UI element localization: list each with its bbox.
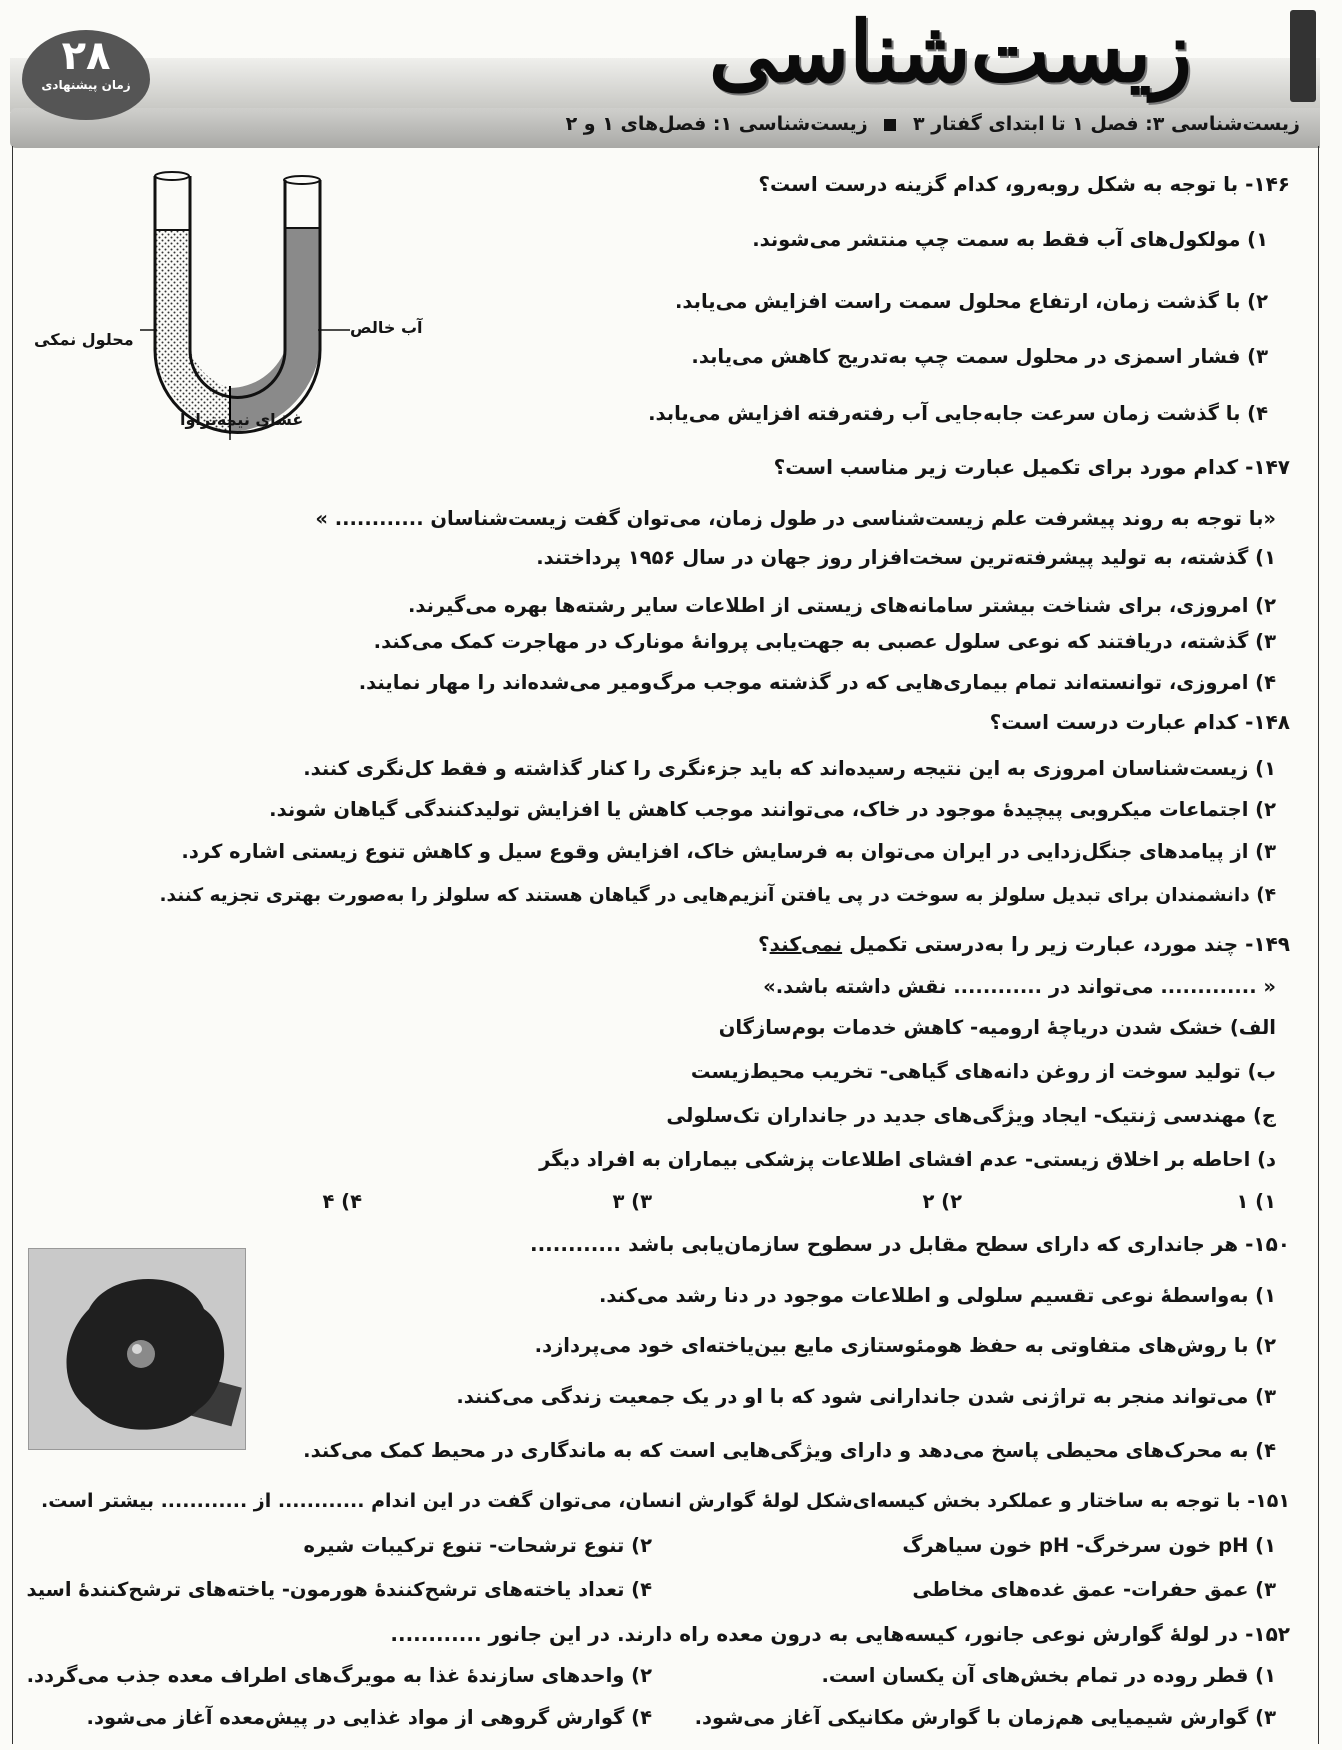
q146-option-1: ۱) مولکول‌های آب فقط به سمت چپ منتشر می‌شوند.: [752, 228, 1268, 251]
q150-option-2: ۲) با روش‌های متفاوتی به حفظ هومئوستازی مایع بین‌یاخته‌ای خود می‌پردازد.: [534, 1334, 1276, 1357]
q149-item-be: ب) تولید سوخت از روغن دانه‌های گیاهی- تخریب محیط‌زیست: [690, 1060, 1276, 1083]
time-badge-number: ۲۸: [61, 33, 111, 79]
q152-option-2: ۲) واحدهای سازندهٔ غذا به مویرگ‌های اطراف معده جذب می‌گردد.: [26, 1664, 652, 1687]
salt-solution-fill: [155, 230, 230, 432]
q147-quote: «با توجه به روند پیشرفت علم زیست‌شناسی در طول زمان، می‌توان گفت زیست‌شناسان ............ »: [315, 507, 1276, 530]
label-membrane: غشای نیمه‌تراوا: [180, 410, 304, 429]
label-pure-water: آب خالص: [350, 318, 423, 337]
question-147-stem: ۱۴۷- کدام مورد برای تکمیل عبارت زیر مناسب است؟: [773, 455, 1290, 479]
question-149-stem: [758, 932, 1290, 956]
q149-item-alef: الف) خشک شدن دریاچهٔ ارومیه- کاهش خدمات بوم‌سازگان: [718, 1016, 1276, 1039]
q152-option-1: ۱) قطر روده در تمام بخش‌های آن یکسان است.: [821, 1664, 1276, 1687]
q149-choice-2: ۲) ۲: [922, 1190, 962, 1213]
q148-option-4: ۴) دانشمندان برای تبدیل سلولز به سوخت در پی یافتن آنزیم‌هایی در گیاهان هستند که سلولز را به‌صورت بهتری تجزیه کنند.: [159, 885, 1276, 906]
q146-option-2: ۲) با گذشت زمان، ارتفاع محلول سمت راست افزایش می‌یابد.: [674, 290, 1268, 313]
q147-option-2: ۲) امروزی، برای شناخت بیشتر سامانه‌های زیستی از اطلاعات سایر رشته‌ها بهره می‌گیرند.: [407, 594, 1276, 617]
page-edge-tab: [1290, 10, 1316, 102]
q148-option-1: ۱) زیست‌شناسان امروزی به این نتیجه رسیده‌اند که باید جزءنگری را کنار گذاشته و فقط کل‌نگری کنند.: [303, 757, 1276, 780]
q150-option-3: ۳) می‌تواند منجر به تراژنی شدن جاندارانی شود که با او در یک جمعیت زندگی می‌کنند.: [456, 1385, 1276, 1408]
q151-option-3: ۳) عمق حفرات- عمق غده‌های مخاطی: [912, 1578, 1276, 1601]
page-title: زیست‌شناسی: [708, 2, 1192, 101]
q147-option-3: ۳) گذشته، دریافتند که نوعی سلول عصبی به جهت‌یابی پروانهٔ مونارک در مهاجرت کمک می‌کند.: [373, 630, 1276, 653]
subtitle-part2: زیست‌شناسی ۱: فصل‌های ۱ و ۲: [565, 113, 868, 135]
q149-item-dal: د) احاطه بر اخلاق زیستی- عدم افشای اطلاعات پزشکی بیماران به افراد دیگر: [539, 1148, 1276, 1171]
label-salt-solution: محلول نمکی: [34, 330, 134, 349]
time-badge: [22, 30, 150, 120]
square-separator-icon: [884, 119, 896, 131]
q149-stem-underlined: نمی‌کند: [769, 932, 843, 956]
pure-water-fill: [230, 228, 320, 432]
q152-option-4: ۴) گوارش گروهی از مواد غذایی در پیش‌معده آغاز می‌شود.: [86, 1706, 652, 1729]
question-152-stem: ۱۵۲- در لولهٔ گوارش نوعی جانور، کیسه‌هایی به درون معده راه دارند. در این جانور ............: [390, 1622, 1290, 1646]
q148-option-3: ۳) از پیامدهای جنگل‌زدایی در ایران می‌توان به فرسایش خاک، افزایش وقوع سیل و کاهش تنوع زیستی اشاره کرد.: [181, 840, 1276, 863]
u-tube-figure: [20, 170, 440, 440]
q149-stem-end: ؟: [758, 932, 770, 956]
organism-photo: [28, 1248, 246, 1450]
q152-option-3: ۳) گوارش شیمیایی هم‌زمان با گوارش مکانیکی آغاز می‌شود.: [694, 1706, 1276, 1729]
q149-choice-4: ۴) ۴: [322, 1190, 362, 1213]
question-150-stem: ۱۵۰- هر جانداری که دارای سطح مقابل در سطوح سازمان‌یابی باشد ............: [529, 1232, 1290, 1256]
q149-choice-1: ۱) ۱: [1236, 1190, 1276, 1213]
time-badge-label: زمان پیشنهادی: [41, 78, 131, 92]
q147-option-1: ۱) گذشته، به تولید پیشرفته‌ترین سخت‌افزار روز جهان در سال ۱۹۵۶ پرداختند.: [536, 546, 1276, 569]
q146-option-3: ۳) فشار اسمزی در محلول سمت چپ به‌تدریج کاهش می‌یابد.: [691, 345, 1268, 368]
subtitle-part1: زیست‌شناسی ۳: فصل ۱ تا ابتدای گفتار ۳: [913, 113, 1300, 135]
q151-option-4: ۴) تعداد یاخته‌های ترشح‌کنندهٔ هورمون- یاخته‌های ترشح‌کنندهٔ اسید: [26, 1578, 652, 1601]
q149-stem-text: ۱۴۹- چند مورد، عبارت زیر را به‌درستی تکمیل: [849, 932, 1290, 956]
q148-option-2: ۲) اجتماعات میکروبی پیچیدهٔ موجود در خاک، می‌توانند موجب کاهش یا افزایش تولیدکنندگی گیاهان شوند.: [269, 798, 1276, 821]
q149-quote: « ............. می‌تواند در ............ نقش داشته باشد.»: [763, 975, 1276, 998]
q151-option-1: ۱) pH خون سرخرگ- pH خون سیاهرگ: [902, 1534, 1276, 1557]
q151-option-2: ۲) تنوع ترشحات- تنوع ترکیبات شیره: [303, 1534, 652, 1557]
q149-item-jim: ج) مهندسی ژنتیک- ایجاد ویژگی‌های جدید در جانداران تک‌سلولی: [666, 1104, 1276, 1127]
question-148-stem: ۱۴۸- کدام عبارت درست است؟: [989, 710, 1290, 734]
q150-option-4: ۴) به محرک‌های محیطی پاسخ می‌دهد و دارای ویژگی‌هایی است که به ماندگاری در محیط کمک می‌کند.: [303, 1439, 1276, 1462]
question-146-stem: ۱۴۶- با توجه به شکل روبه‌رو، کدام گزینه درست است؟: [758, 172, 1290, 196]
question-151-stem: ۱۵۱- با توجه به ساختار و عملکرد بخش کیسه‌ای‌شکل لولهٔ گوارش انسان، می‌توان گفت در این اندام ............ از ............ بیشتر است.: [41, 1490, 1290, 1512]
q146-option-4: ۴) با گذشت زمان سرعت جابه‌جایی آب رفته‌رفته افزایش می‌یابد.: [648, 402, 1268, 425]
q150-option-1: ۱) به‌واسطهٔ نوعی تقسیم سلولی و اطلاعات موجود در دنا رشد می‌کند.: [598, 1284, 1276, 1307]
q147-option-4: ۴) امروزی، توانسته‌اند تمام بیماری‌هایی که در گذشته موجب مرگ‌ومیر می‌شده‌اند را مهار نمایند.: [358, 671, 1276, 694]
chapter-subtitle: [300, 113, 1300, 135]
organism-image: [29, 1249, 245, 1449]
q149-choice-3: ۳) ۳: [612, 1190, 652, 1213]
